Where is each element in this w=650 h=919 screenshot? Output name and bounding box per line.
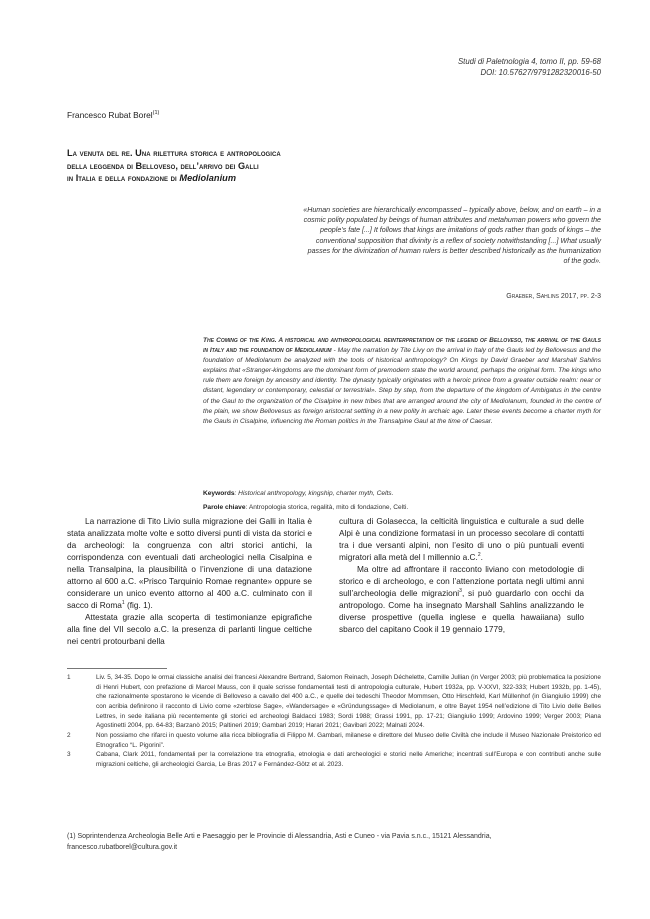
- keywords: Keywords: Historical anthropology, kingship, charter myth, Celts.: [203, 490, 394, 497]
- body-column-right: [339, 515, 584, 635]
- body-column-left: [67, 515, 312, 648]
- paragraph: Attestata grazie alla scoperta di testimonianze epigrafiche alla fine del VII secolo a.C. la presenza di parlanti lingue celtiche nei centri protourbani della: [67, 612, 312, 647]
- journal-citation: Studi di Paletnologia 4, tomo II, pp. 59-68: [457, 57, 601, 66]
- author-email[interactable]: francesco.rubatborel@cultura.gov.it: [67, 843, 178, 851]
- epigraph-quote: «Human societies are hierarchically encompassed – typically above, below, and on earth – in a cosmic polity populated by beings of human attributes and metahuman powers who govern the people’s fate [...] It follows that kings are imitations of gods rather than gods of kings – the conventional supposition that divinity is a reflex of society notwithstanding [...] What usually passes for the divinization of human rulers is better described historically as the humanization of the god».: [303, 206, 601, 266]
- footnote-ref: 3: [459, 588, 462, 595]
- doi: DOI: 10.57627/9791282320016-50: [480, 68, 601, 77]
- footnote-ref: 2: [477, 552, 481, 559]
- footnote: 2 Non possiamo che rifarci in questo volume alla ricca bibliografia di Filippo M. Gambari, milanese e direttore del Museo delle Civiltà che include il Museo Nazionale Preistorico ed Etnografico “L. Pigorini”.: [67, 731, 601, 749]
- author-affiliation-mark: (1): [152, 110, 160, 117]
- article-title: La venuta del re. Una rilettura storica e antropologica della leggenda di Belloveso, dell’arrivo dei Galli in Italia e della fondazione di Mediolanium: [67, 148, 281, 184]
- paragraph: Ma oltre ad affrontare il racconto liviano con metodologie di storico e di archeologo, e con l’attenzione portata negli ultimi anni sull’archeologia delle migrazioni$^3$, si può guardarlo con occhi da antropologo. Come ha insegnato Marshall Sahlins analizzando le diverse prospettive (quella inglese e quella hawaiiana) sullo sbarco del capitano Cook il 19 gennaio 1779,: [339, 564, 584, 635]
- footnote: 1 Liv. 5, 34-35. Dopo le ormai classiche analisi dei francesi Alexandre Bertrand, Salomon Reinach, Joseph Déchelette, Camille Jullian (in Verger 2003; più problematica la posizione di Henri Hubert, con prefazione di Marcel Mauss, con il quale scrisse fondamentali testi di antropologia culturale, Hubert 1932a, pp. V-XXVI, 322-333; Hubert 1932b, pp. 1-45), che razionalmente spostarono le vicende di Belloveso a cavallo del 400 a.C., e quelle dei tedeschi Theodor Mommsen, Otto Hirschfeld, Karl Müllenhof (in Giangiulio 1999) che con acribia definirono il racconto di Livio come «zerblose Sage», «Wandersage» e «Gründungssage» di Mediolanum, e oltre Bayet 1954 nell’edizione di Tito Livio delle Belles Lettres, in sede italiana più recentemente gli storici ed archeologi Baldacci 1983; Sordi 1988; Grassi 1991, pp. 17-21; Giangiulio 1999; Ardovino 1999; Verger 2003; Piana Agostinetti 2004, pp. 64-83; Barzanò 2015; Paltineri 2019; Gambari 2019; Harari 2021; Gavibari 2022; Malnati 2024.: [67, 674, 601, 730]
- footnote-divider: [67, 668, 167, 669]
- abstract-title: The Coming of the King. A historical and anthropological reinterpretation of the legend of Belloveso, the arrival of the Gauls in Italy and the foundation of Mediolanium: [203, 337, 601, 355]
- abstract: [203, 336, 601, 427]
- author-affiliation: (1) Soprintendenza Archeologia Belle Arti e Paesaggio per le Provincie di Alessandria, Asti e Cuneo - via Pavia s.n.c., 15121 Alessandria, francesco.rubatborel@cultura.gov.it: [67, 832, 601, 853]
- abstract-body: - May the narration by Tite Livy on the arrival in Italy of the Gauls led by Bellovesus and the foundation of Mediolanum be analyzed with the tools of historical anthropology? On Kings by David Graeber and Marshall Sahlins explains that «Stranger-kingdoms are the dominant form of premodern state the world around, perhaps the original form. The kings who rule them are foreign by ancestry and identity. The dynasty typically originates with a heroic prince from a greater outside realm: near or distant, legendary or contemporary, celestial or terrestrial». Step by step, from the departure of the kingdom of Ambigatus in the centre of the Gaul to the organization of the Cisalpine in new tribes that are arranged around the city of Mediolanum, founded in the centre of the plain, we show Bellovesus as foreign aristocrat settling in a new polity in archaic age. Later these events become a charter myth for the Gauls in Cisalpine, influencing the Roman politics in the Transalpine Gaul at the time of Caesar.: [203, 347, 601, 425]
- author-name: Francesco Rubat Borel$^{(1)}$: [67, 110, 160, 120]
- footnote-ref: 1: [121, 600, 125, 607]
- epigraph-citation: Graeber, Sahlins 2017, pp. 2-3: [506, 293, 601, 300]
- paragraph: La narrazione di Tito Livio sulla migrazione dei Galli in Italia è stata analizzata molte volte e sotto diversi punti di vista da storici e da archeologi: la congruenza con altri storici antichi, la corrispondenza con eventuali dati archeologici nella Cisalpina e nella Transalpina, la plausibilità o l’invenzione di una datazione attorno al 600 a.C. «Prisco Tarquinio Romae regnante» oppure se considerare un unico evento attorno al 400 a.C. culminato con il sacco di Roma$^1$ (fig. 1).: [67, 516, 312, 611]
- paragraph: cultura di Golasecca, la celticità linguistica e culturale a sud delle Alpi è una condizione formatasi in un processo secolare di contatti tra i due versanti alpini, non l’esito di uno o più puntuali eventi migratori alla metà del I millennio a.C.$^2$.: [339, 516, 584, 563]
- footnotes: [67, 673, 601, 770]
- footnote: 3 Cabana, Clark 2011, fondamentali per la correlazione tra etnografia, etnologia e dati archeologici e storici nelle Americhe; incentrati sull’Europa e con contributi anche sulle migrazioni celtiche, gli archeologici Garcia, Le Bras 2017 e Fernández-Götz et al. 2023.: [67, 751, 601, 768]
- journal-header: [301, 56, 601, 78]
- parole-chiave: Parole chiave: Antropologia storica, regalità, mito di fondazione, Celti.: [203, 504, 409, 511]
